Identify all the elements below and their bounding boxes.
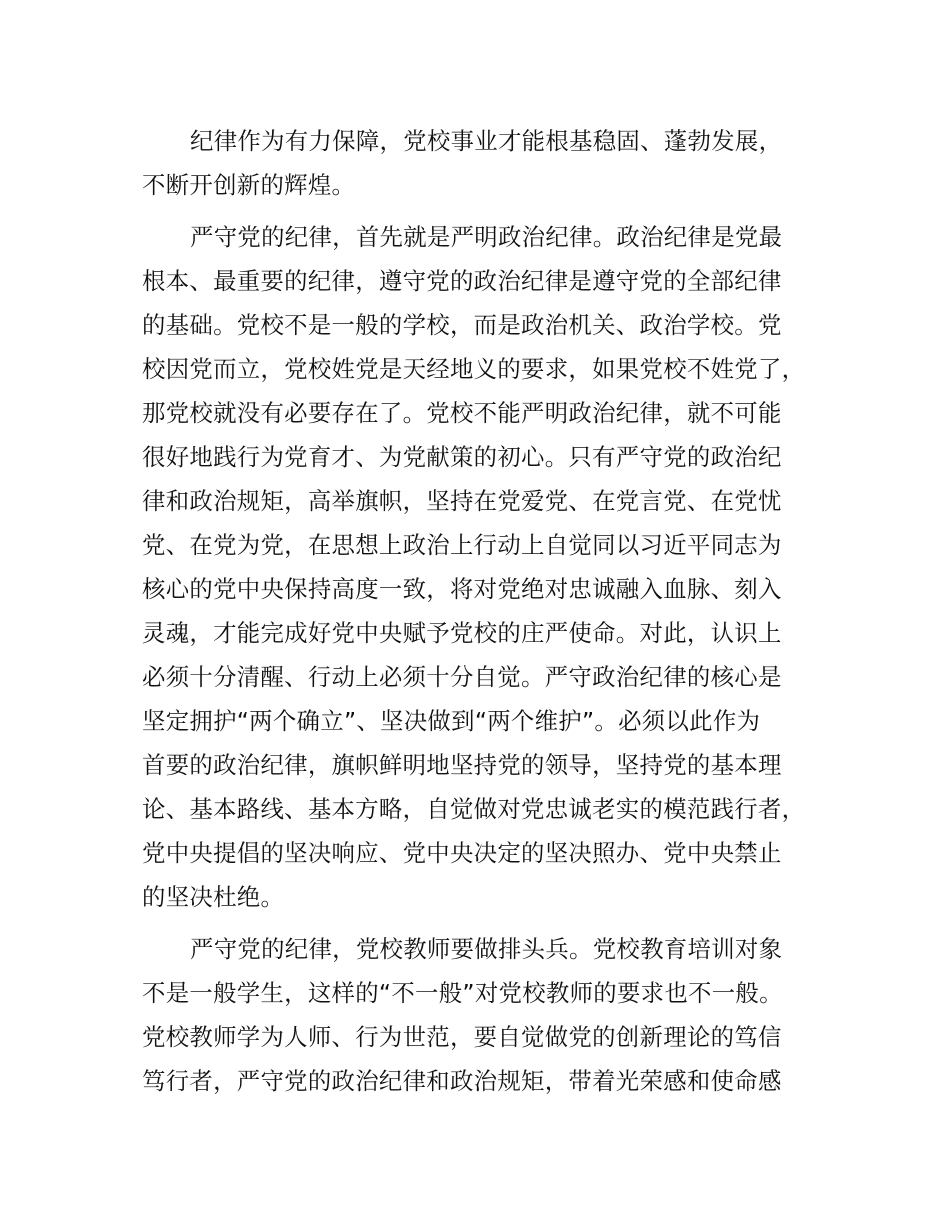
text-line: 灵魂，才能完成好党中央赋予党校的庄严使命。对此，认识上	[142, 619, 782, 647]
text-line: 党校教师学为人师、行为世范，要自觉做党的创新理论的笃信	[142, 1023, 782, 1051]
paragraph-3	[142, 927, 832, 1103]
text-line: 党、在党为党，在思想上政治上行动上自觉同以习近平同志为	[142, 531, 782, 559]
text-line: 律和政治规矩，高举旗帜，坚持在党爱党、在党言党、在党忧	[142, 487, 782, 515]
text-line: 必须十分清醒、行动上必须十分自觉。严守政治纪律的核心是	[142, 663, 782, 691]
text-line: 论、基本路线、基本方略，自觉做对党忠诚老实的模范践行者，	[142, 795, 806, 823]
text-line: 根本、最重要的纪律，遵守党的政治纪律是遵守党的全部纪律	[142, 267, 782, 295]
text-line: 很好地践行为党育才、为党献策的初心。只有严守党的政治纪	[142, 443, 782, 471]
text-line: 不是一般学生，这样的“不一般”对党校教师的要求也不一般。	[142, 979, 783, 1007]
text-line: 不断开创新的辉煌。	[142, 171, 356, 199]
text-line: 党中央提倡的坚决响应、党中央决定的坚决照办、党中央禁止	[142, 839, 782, 867]
paragraph-1	[142, 119, 832, 207]
text-line: 纪律作为有力保障，党校事业才能根基稳固、蓬勃发展，	[190, 127, 783, 155]
paragraph-2	[142, 215, 832, 919]
document-page	[142, 119, 832, 1111]
text-line: 的坚决杜绝。	[142, 883, 285, 911]
text-line: 的基础。党校不是一般的学校，而是政治机关、政治学校。党	[142, 311, 782, 339]
text-line: 严守党的纪律，首先就是严明政治纪律。政治纪律是党最	[190, 223, 783, 251]
text-line: 笃行者，严守党的政治纪律和政治规矩，带着光荣感和使命感	[142, 1067, 782, 1095]
text-line: 核心的党中央保持高度一致，将对党绝对忠诚融入血脉、刻入	[142, 575, 782, 603]
text-line: 那党校就没有必要存在了。党校不能严明政治纪律，就不可能	[142, 399, 782, 427]
text-line: 坚定拥护“两个确立”、坚决做到“两个维护”。必须以此作为	[142, 707, 761, 735]
text-line: 严守党的纪律，党校教师要做排头兵。党校教育培训对象	[190, 935, 783, 963]
text-line: 首要的政治纪律，旗帜鲜明地坚持党的领导，坚持党的基本理	[142, 751, 782, 779]
text-line: 校因党而立，党校姓党是天经地义的要求，如果党校不姓党了，	[142, 355, 806, 383]
